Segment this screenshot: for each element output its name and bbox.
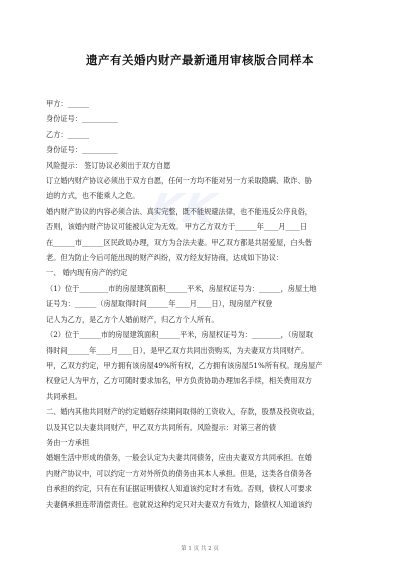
page-footer: 第 1 页 共 2 页 [181, 546, 219, 552]
text-line: 订立婚内财产协议必须出于双方自愿，任何一方均不能对另一方采取隐瞒、欺诈、胁 [46, 176, 312, 186]
text-line: 自承担的约定，只有在有证据证明债权人知道该约定时才有效。否则，债权人可要求 [46, 484, 312, 494]
text-line: 内财产协议中，可以约定一方对外所负的债务由其本人承担。但是，这类各自债务各 [46, 468, 312, 478]
text-line: 务由一方承担 [46, 437, 90, 447]
text-line: 身份证号：__________ [46, 114, 118, 124]
document-body [46, 96, 358, 512]
text-line: 甲，乙双方约定，甲方拥有该房屋49%所有权，乙方拥有该房屋51%所有权。现房屋产 [46, 360, 323, 370]
text-line: 以及其它以夫妻共同财产，甲乙双方共同所有。风险提示：对第三者的债 [46, 422, 277, 432]
text-line: （1）位于________市的房屋建筑面积______平米，房屋权证号为：______，房屋土地 [46, 283, 317, 293]
text-line: 迫的方式，也不能乘人之危。 [46, 191, 140, 201]
text-line: 二、婚内其他共同财产的约定婚姻存续期间取得的工资收入，存款，股票及投资收益， [46, 407, 320, 417]
text-line: 风险提示： 签订协议必须出于双方自愿 [46, 160, 171, 170]
text-line: 共同承担。 [46, 391, 82, 401]
text-line: （2）位于______市的房屋建筑面积______平米，房屋权证号为：________，（房屋取 [46, 330, 313, 340]
text-line: 身份证号：__________ [46, 145, 118, 155]
text-line: 证号为：______（房屋取得时间______年____月____日），现房屋产权登 [46, 299, 273, 309]
text-line: 记人为乙方，是乙方个人婚前财产，归乙方个人所有。 [46, 314, 219, 324]
text-line: 甲方：______ [46, 99, 90, 108]
text-line: 得时间______年____月____日），是甲乙双方共同出资购买，为夫妻双方共同财产。 [46, 345, 309, 355]
watermark-text: KK [145, 186, 222, 232]
text-line: 婚姻生活中形成的债务，一般会认定为夫妻共同债务，应由夫妻双方共同承担。在婚 [46, 453, 312, 463]
text-line: 一、 婚内现有房产的约定 [46, 268, 128, 278]
text-line: 否则，该婚内财产协议可能被认定为无效。 甲方乙方双方于______年____月____日 [46, 222, 308, 232]
text-line: 婚内财产协议的内容必须合法、真实完整，既不能规避法律，也不能违反公序良俗， [46, 206, 312, 216]
text-line: 夫妻俩承担连带清偿责任。也就说这种约定只对夫妻双方有效力，除债权人知道该约 [46, 499, 312, 509]
text-line: 乙方：______ [46, 129, 90, 139]
text-line: 老。但为防止今后可能出现的财产纠纷，双方经友好协商，达成如下协议： [46, 253, 284, 263]
text-line: 权登记人为甲方，乙方可随时要求加名，甲方负责协助办理加名手续，相关费用双方 [46, 376, 312, 386]
text-line: 在______市______区民政局办理，双方为合法夫妻。甲乙双方都是共居爱屋，白头偕 [46, 237, 312, 247]
page-title: 遗产有关婚内财产最新通用审核版合同样本 [86, 53, 314, 67]
